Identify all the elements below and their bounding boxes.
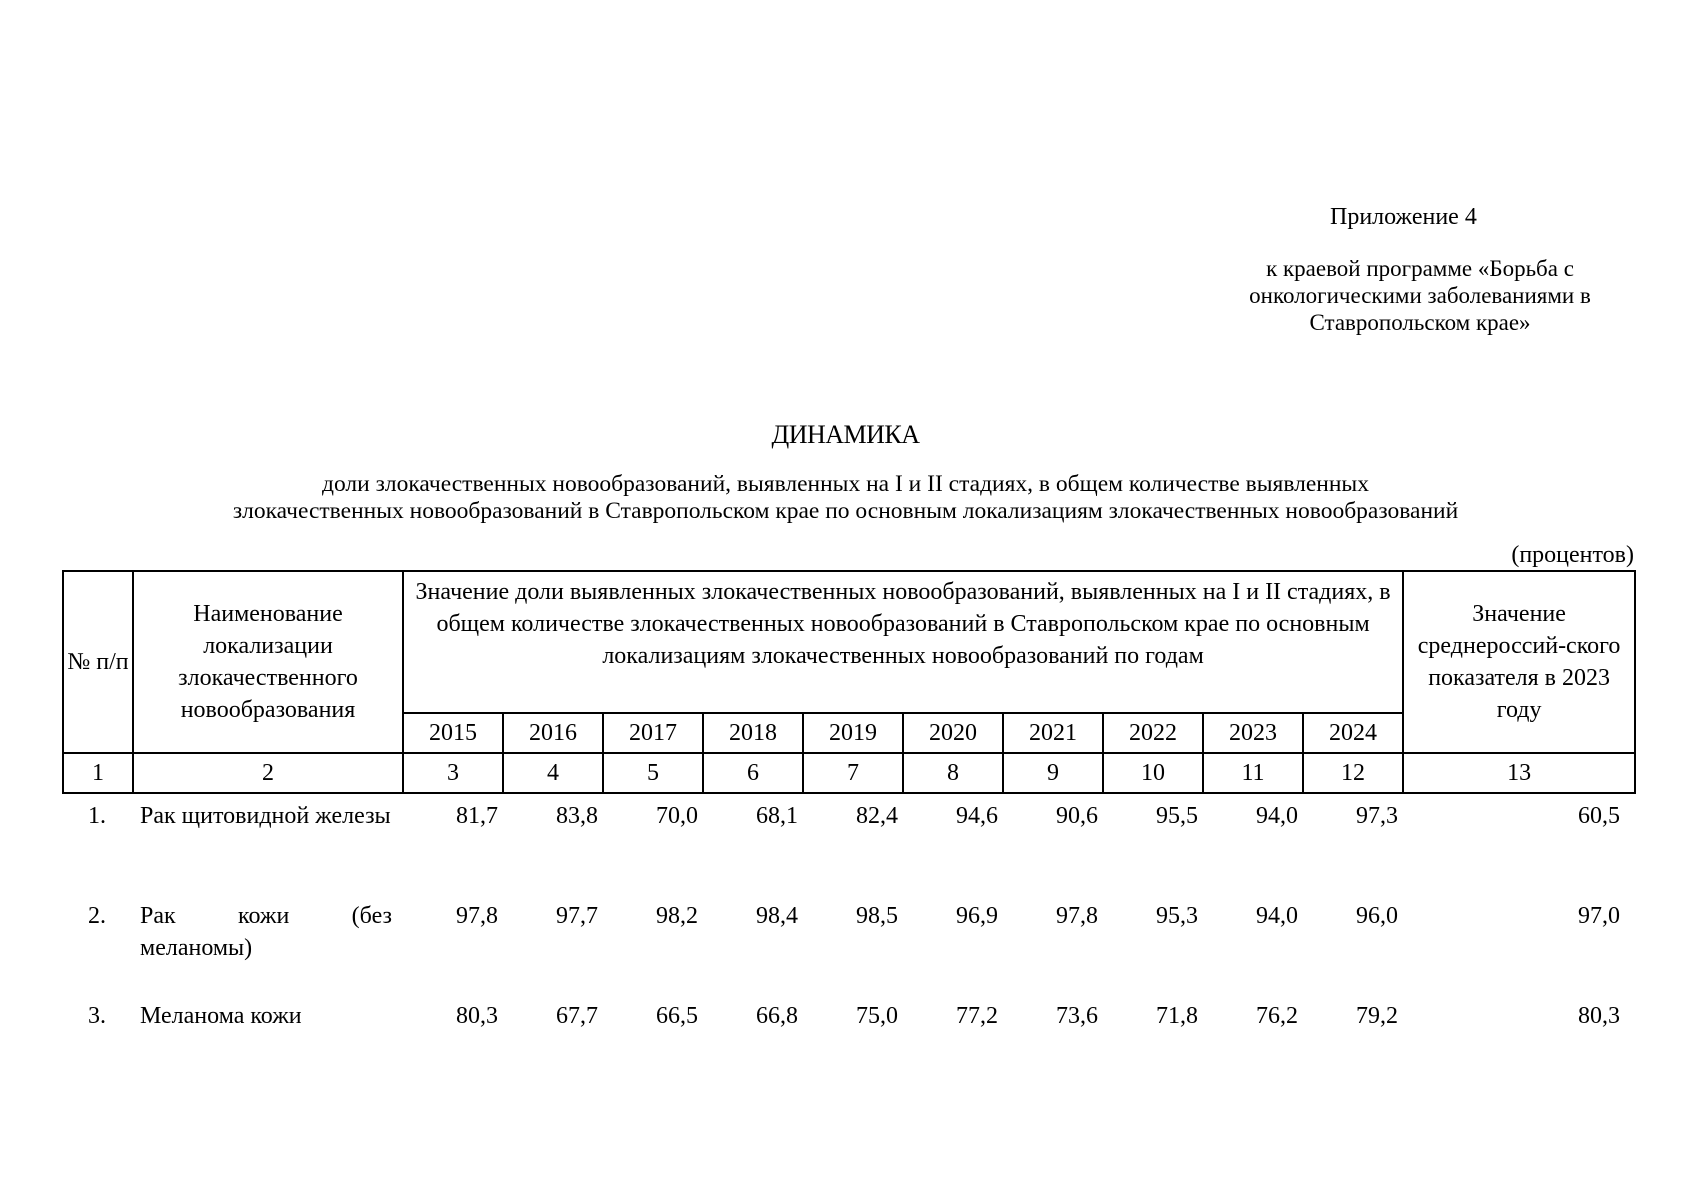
value-cell: 97,7 <box>556 903 598 929</box>
column-number: 8 <box>903 753 1003 793</box>
description-line-2: злокачественных новообразований в Ставропольском крае по основным локализациям злокачественных новообразований <box>232 498 1459 524</box>
column-number: 13 <box>1403 753 1635 793</box>
program-reference: к краевой программе «Борьба с онкологическими заболеваниями в Ставропольском крае» <box>1249 256 1591 335</box>
value-cell: 71,8 <box>1156 1003 1198 1029</box>
row-localization: Рак кожи (без меланомы) <box>140 903 392 961</box>
table-row <box>62 900 1634 1000</box>
header-values-group: Значение доли выявленных злокачественных новообразований, выявленных на I и II стадиях, в общем количестве злокачественных новообразований в Ставропольском крае по основным локализациям злокачественных новообразований по годам <box>403 571 1403 713</box>
year-cell: 2019 <box>803 713 903 753</box>
row-number: 1. <box>88 803 106 829</box>
document-title: ДИНАМИКА <box>771 420 920 449</box>
column-number: 9 <box>1003 753 1103 793</box>
value-cell: 80,3 <box>456 1003 498 1029</box>
column-number: 6 <box>703 753 803 793</box>
value-cell: 98,5 <box>856 903 898 929</box>
year-cell: 2023 <box>1203 713 1303 753</box>
value-cell: 76,2 <box>1256 1003 1298 1029</box>
value-cell: 67,7 <box>556 1003 598 1029</box>
column-number: 11 <box>1203 753 1303 793</box>
column-number: 4 <box>503 753 603 793</box>
column-numbers-row <box>63 753 1635 793</box>
table-row <box>62 1000 1634 1100</box>
value-cell: 94,6 <box>956 803 998 829</box>
year-cell: 2016 <box>503 713 603 753</box>
column-number: 1 <box>63 753 133 793</box>
row-number: 2. <box>88 903 106 929</box>
value-cell: 77,2 <box>956 1003 998 1029</box>
column-number: 2 <box>133 753 403 793</box>
value-cell: 95,5 <box>1156 803 1198 829</box>
value-cell: 98,4 <box>756 903 798 929</box>
year-cell: 2024 <box>1303 713 1403 753</box>
value-cell: 95,3 <box>1156 903 1198 929</box>
column-number: 5 <box>603 753 703 793</box>
year-cell: 2022 <box>1103 713 1203 753</box>
value-cell: 82,4 <box>856 803 898 829</box>
value-cell: 70,0 <box>656 803 698 829</box>
table-row <box>62 800 1634 900</box>
average-cell: 97,0 <box>1578 903 1620 929</box>
column-number: 7 <box>803 753 903 793</box>
average-cell: 60,5 <box>1578 803 1620 829</box>
year-cell: 2017 <box>603 713 703 753</box>
column-number: 12 <box>1303 753 1403 793</box>
header-average: Значение среднероссий-ского показателя в 2023 году <box>1403 571 1635 753</box>
value-cell: 94,0 <box>1256 903 1298 929</box>
value-cell: 83,8 <box>556 803 598 829</box>
value-cell: 79,2 <box>1356 1003 1398 1029</box>
description-line-1: доли злокачественных новообразований, выявленных на I и II стадиях, в общем количестве выявленных <box>322 471 1369 497</box>
table-header <box>62 570 1636 794</box>
value-cell: 96,0 <box>1356 903 1398 929</box>
document-description <box>60 471 1631 525</box>
year-cell: 2015 <box>403 713 503 753</box>
appendix-label: Приложение 4 <box>1330 204 1477 230</box>
value-cell: 66,5 <box>656 1003 698 1029</box>
year-cell: 2020 <box>903 713 1003 753</box>
value-cell: 97,8 <box>1056 903 1098 929</box>
row-localization: Рак щитовидной железы <box>140 803 391 829</box>
row-localization: Меланома кожи <box>140 1003 302 1029</box>
column-number: 10 <box>1103 753 1203 793</box>
value-cell: 97,8 <box>456 903 498 929</box>
row-number: 3. <box>88 1003 106 1029</box>
units-label: (процентов) <box>1511 542 1634 568</box>
value-cell: 68,1 <box>756 803 798 829</box>
value-cell: 96,9 <box>956 903 998 929</box>
value-cell: 81,7 <box>456 803 498 829</box>
value-cell: 98,2 <box>656 903 698 929</box>
value-cell: 97,3 <box>1356 803 1398 829</box>
header-localization: Наименование локализации злокачественного новообразования <box>133 571 403 753</box>
value-cell: 90,6 <box>1056 803 1098 829</box>
value-cell: 66,8 <box>756 1003 798 1029</box>
value-cell: 75,0 <box>856 1003 898 1029</box>
column-number: 3 <box>403 753 503 793</box>
data-table <box>62 800 1634 1100</box>
value-cell: 73,6 <box>1056 1003 1098 1029</box>
year-cell: 2018 <box>703 713 803 753</box>
year-cell: 2021 <box>1003 713 1103 753</box>
header-number: № п/п <box>63 571 133 753</box>
value-cell: 94,0 <box>1256 803 1298 829</box>
average-cell: 80,3 <box>1578 1003 1620 1029</box>
